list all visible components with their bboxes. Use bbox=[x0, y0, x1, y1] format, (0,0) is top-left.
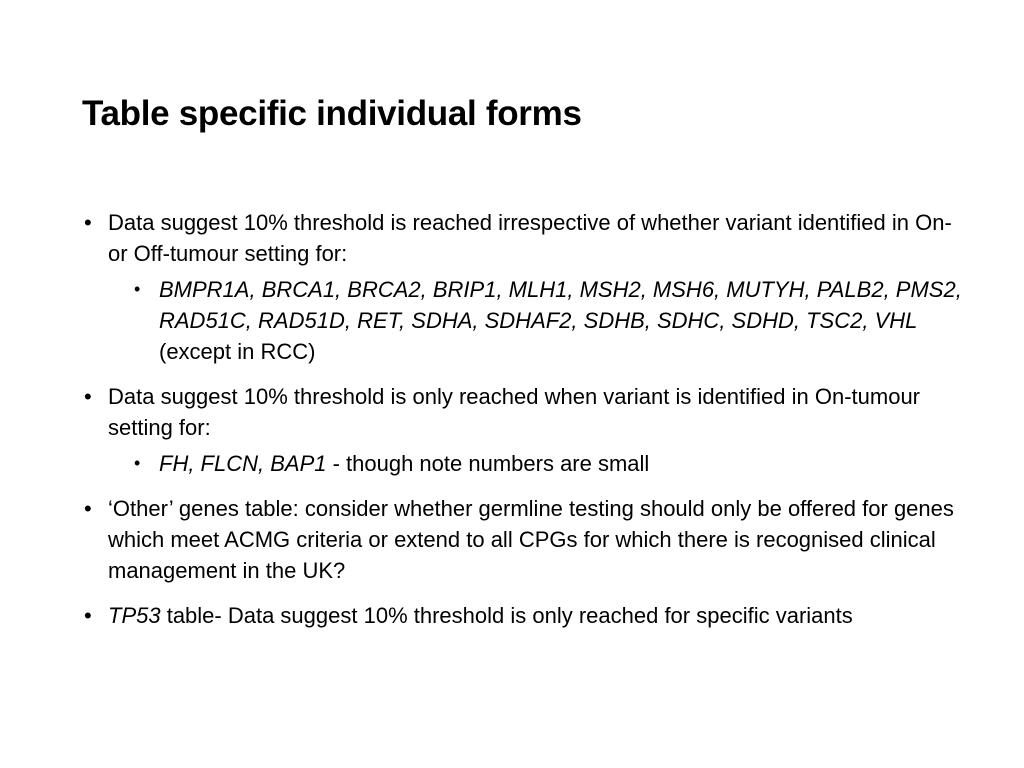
gene-list: FH, FLCN, BAP1 bbox=[159, 451, 327, 476]
gene-list: BMPR1A, BRCA1, BRCA2, BRIP1, MLH1, MSH2, MSH6, MUTYH, PALB2, PMS2, RAD51C, RAD51D, RET, SDHA, SDHAF2, SDHB, SDHC, SDHD, TSC2, VHL bbox=[159, 277, 962, 333]
gene-name: TP53 bbox=[108, 603, 161, 628]
sub-bullet-item bbox=[132, 448, 962, 479]
slide-title: Table specific individual forms bbox=[82, 94, 582, 133]
sub-list bbox=[108, 274, 962, 367]
bullet-text: Data suggest 10% threshold is only reached when variant is identified in On-tumour setting for: bbox=[108, 384, 921, 440]
slide-body bbox=[82, 207, 962, 645]
bullet-text: ‘Other’ genes table: consider whether germline testing should only be offered for genes which meet ACMG criteria or extend to all CPGs for which there is recognised clinical management in the UK? bbox=[108, 496, 954, 583]
bullet-item bbox=[82, 493, 962, 586]
bullet-text: Data suggest 10% threshold is reached irrespective of whether variant identified in On- or Off-tumour setting for: bbox=[108, 210, 952, 266]
sub-bullet-note: (except in RCC) bbox=[159, 339, 316, 364]
bullet-item bbox=[82, 600, 962, 631]
bullet-item bbox=[82, 381, 962, 479]
sub-bullet-note: - though note numbers are small bbox=[326, 451, 650, 476]
sub-list bbox=[108, 448, 962, 479]
sub-bullet-item bbox=[132, 274, 962, 367]
bullet-text: table- Data suggest 10% threshold is only reached for specific variants bbox=[160, 603, 853, 628]
bullet-item bbox=[82, 207, 962, 367]
